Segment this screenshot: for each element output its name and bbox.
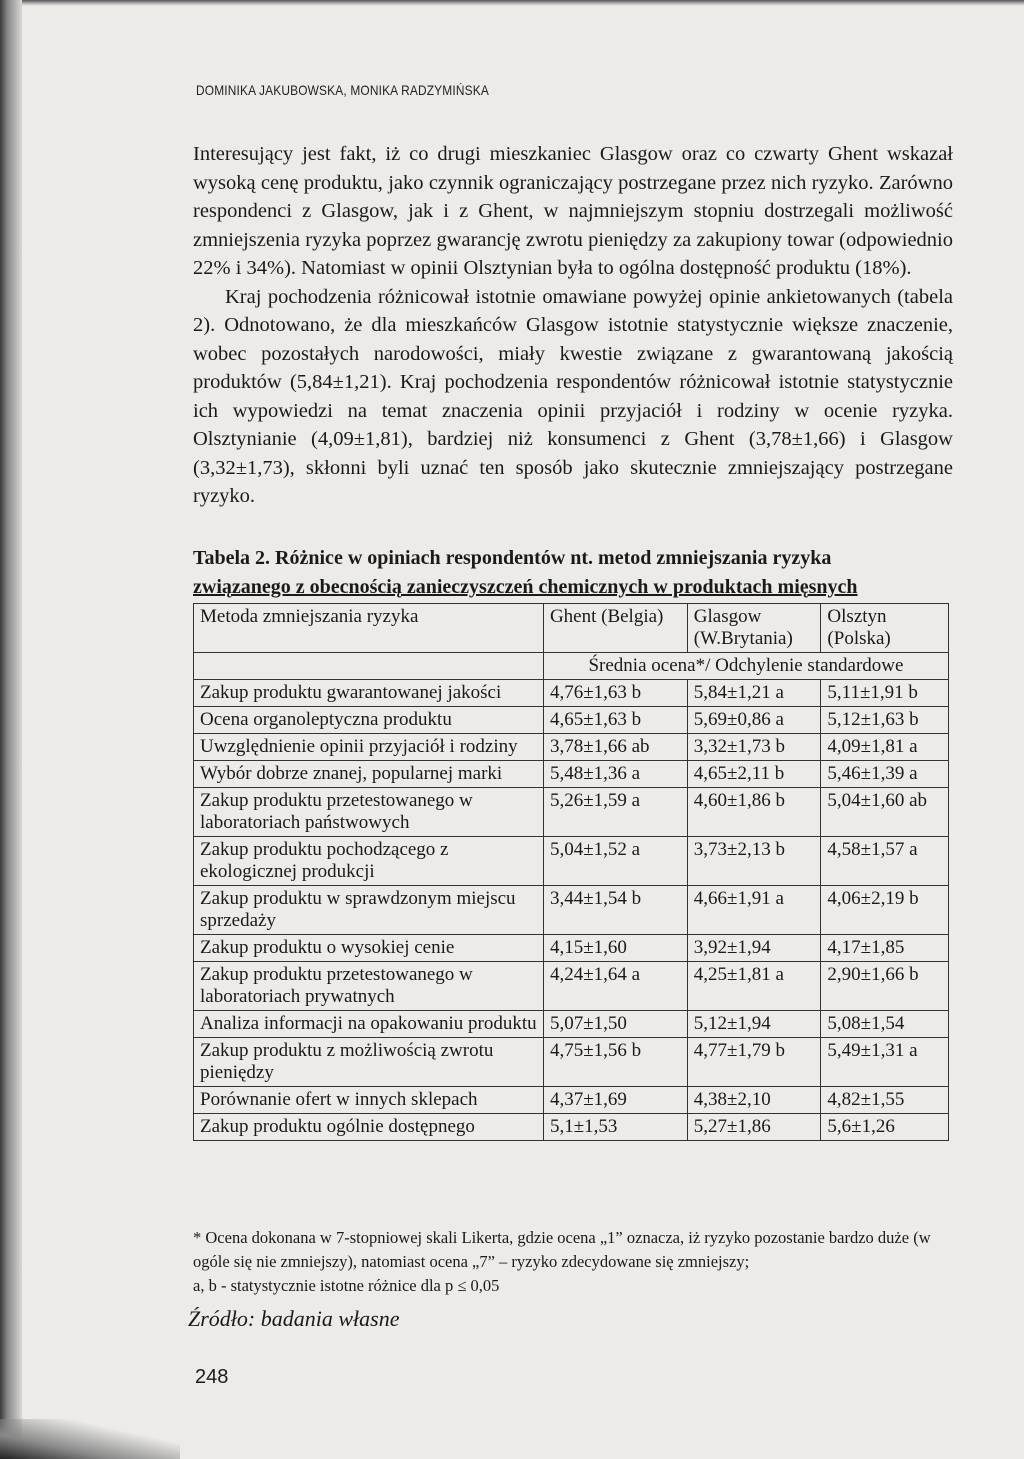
olsztyn-value: 4,82±1,55 bbox=[821, 1087, 949, 1114]
table-row bbox=[194, 935, 949, 962]
table-row bbox=[194, 1114, 949, 1141]
ghent-value: 5,04±1,52 a bbox=[543, 837, 687, 886]
table-row bbox=[194, 707, 949, 734]
method-cell: Zakup produktu w sprawdzonym miejscu sprzedaży bbox=[194, 886, 544, 935]
olsztyn-value: 5,6±1,26 bbox=[821, 1114, 949, 1141]
table-row bbox=[194, 837, 949, 886]
ghent-value: 4,15±1,60 bbox=[543, 935, 687, 962]
table-subheader-row bbox=[194, 653, 949, 680]
glasgow-value: 3,92±1,94 bbox=[687, 935, 821, 962]
footnote-text: * Ocena dokonana w 7-stopniowej skali Likerta, gdzie ocena „1” oznacza, iż ryzyko pozostanie bardzo duże (w ogóle się nie zmniejszy), natomiast ocena „7” – ryzyko zdecydowane się zmniejszy; bbox=[193, 1228, 931, 1271]
header-ghent: Ghent (Belgia) bbox=[543, 604, 687, 653]
glasgow-value: 4,38±2,10 bbox=[687, 1087, 821, 1114]
ghent-value: 4,76±1,63 b bbox=[543, 680, 687, 707]
olsztyn-value: 4,17±1,85 bbox=[821, 935, 949, 962]
olsztyn-value: 5,04±1,60 ab bbox=[821, 788, 949, 837]
table-row bbox=[194, 886, 949, 935]
body-text bbox=[193, 140, 953, 511]
ghent-value: 3,44±1,54 b bbox=[543, 886, 687, 935]
olsztyn-value: 5,49±1,31 a bbox=[821, 1038, 949, 1087]
olsztyn-value: 2,90±1,66 b bbox=[821, 962, 949, 1011]
olsztyn-value: 4,09±1,81 a bbox=[821, 734, 949, 761]
ghent-value: 4,75±1,56 b bbox=[543, 1038, 687, 1087]
page-number: 248 bbox=[195, 1366, 229, 1388]
glasgow-value: 5,84±1,21 a bbox=[687, 680, 821, 707]
glasgow-value: 3,73±2,13 b bbox=[687, 837, 821, 886]
ghent-value: 5,1±1,53 bbox=[543, 1114, 687, 1141]
ghent-value: 5,07±1,50 bbox=[543, 1011, 687, 1038]
method-cell: Zakup produktu przetestowanego w laboratoriach państwowych bbox=[194, 788, 544, 837]
table-row bbox=[194, 962, 949, 1011]
table-row bbox=[194, 761, 949, 788]
method-cell: Zakup produktu gwarantowanej jakości bbox=[194, 680, 544, 707]
table-header-row bbox=[194, 604, 949, 653]
results-table bbox=[193, 603, 949, 1141]
table-row bbox=[194, 1087, 949, 1114]
olsztyn-value: 4,58±1,57 a bbox=[821, 837, 949, 886]
method-cell: Uwzględnienie opinii przyjaciół i rodziny bbox=[194, 734, 544, 761]
method-cell: Zakup produktu z możliwością zwrotu pieniędzy bbox=[194, 1038, 544, 1087]
method-cell: Zakup produktu o wysokiej cenie bbox=[194, 935, 544, 962]
header-olsztyn: Olsztyn (Polska) bbox=[821, 604, 949, 653]
glasgow-value: 4,60±1,86 b bbox=[687, 788, 821, 837]
method-cell: Analiza informacji na opakowaniu produktu bbox=[194, 1011, 544, 1038]
table-row bbox=[194, 734, 949, 761]
method-cell: Wybór dobrze znanej, popularnej marki bbox=[194, 761, 544, 788]
paragraph: Interesujący jest fakt, iż co drugi mieszkaniec Glasgow oraz co czwarty Ghent wskazał wysoką cenę produktu, jako czynnik ograniczający postrzegane przez nich ryzyko. Zarówno respondenci z Glasgow, jak i z Ghent, w najmniejszym stopniu dostrzegali możliwość zmniejszenia ryzyka poprzez gwarancję zwrotu pieniędzy za zakupiony towar (odpowiednio 22% i 34%). Natomiast w opinii Olsztynian była to ogólna dostępność produktu (18%). bbox=[193, 143, 953, 279]
header-glasgow: Glasgow (W.Brytania) bbox=[687, 604, 821, 653]
glasgow-value: 5,12±1,94 bbox=[687, 1011, 821, 1038]
page-corner-shadow bbox=[0, 1419, 180, 1459]
method-cell: Zakup produktu ogólnie dostępnego bbox=[194, 1114, 544, 1141]
header-empty-cell bbox=[194, 653, 544, 680]
table-row bbox=[194, 680, 949, 707]
ghent-value: 5,26±1,59 a bbox=[543, 788, 687, 837]
page-edge-top bbox=[0, 0, 1024, 6]
glasgow-value: 3,32±1,73 b bbox=[687, 734, 821, 761]
method-cell: Zakup produktu przetestowanego w laboratoriach prywatnych bbox=[194, 962, 544, 1011]
olsztyn-value: 5,12±1,63 b bbox=[821, 707, 949, 734]
glasgow-value: 5,69±0,86 a bbox=[687, 707, 821, 734]
table-body bbox=[194, 680, 949, 1141]
source-note: Źródło: badania własne bbox=[188, 1306, 400, 1331]
ghent-value: 4,65±1,63 b bbox=[543, 707, 687, 734]
paragraph: Kraj pochodzenia różnicował istotnie omawiane powyżej opinie ankietowanych (tabela 2). Odnotowano, że dla mieszkańców Glasgow istotnie statystycznie większe znaczenie, wobec pozostałych narodowości, miały kwestie związane z gwarantowaną jakością produktów (5,84±1,21). Kraj pochodzenia respondentów różnicował istotnie statystycznie ich wypowiedzi na temat znaczenia opinii przyjaciół i rodziny w ocenie ryzyka. Olsztynianie (4,09±1,81), bardziej niż konsumenci z Ghent (3,78±1,66) i Glasgow (3,32±1,73), skłonni byli uznać ten sposób jako skutecznie zmniejszający postrzegane ryzyko. bbox=[193, 285, 953, 507]
table-caption-line: Tabela 2. Różnice w opiniach respondentów nt. metod zmniejszania ryzyka bbox=[193, 547, 832, 569]
olsztyn-value: 4,06±2,19 b bbox=[821, 886, 949, 935]
olsztyn-value: 5,46±1,39 a bbox=[821, 761, 949, 788]
glasgow-value: 5,27±1,86 bbox=[687, 1114, 821, 1141]
table-row bbox=[194, 1038, 949, 1087]
olsztyn-value: 5,11±1,91 b bbox=[821, 680, 949, 707]
ghent-value: 5,48±1,36 a bbox=[543, 761, 687, 788]
ghent-value: 3,78±1,66 ab bbox=[543, 734, 687, 761]
header-mean-sd: Średnia ocena*/ Odchylenie standardowe bbox=[543, 653, 948, 680]
table-row bbox=[194, 1011, 949, 1038]
method-cell: Porównanie ofert w innych sklepach bbox=[194, 1087, 544, 1114]
glasgow-value: 4,25±1,81 a bbox=[687, 962, 821, 1011]
ghent-value: 4,24±1,64 a bbox=[543, 962, 687, 1011]
table-caption bbox=[193, 544, 963, 602]
table-caption-line: związanego z obecnością zanieczyszczeń chemicznych w produktach mięsnych bbox=[193, 576, 858, 598]
ghent-value: 4,37±1,69 bbox=[543, 1087, 687, 1114]
table-row bbox=[194, 788, 949, 837]
page-binding-shadow bbox=[0, 0, 22, 1459]
glasgow-value: 4,77±1,79 b bbox=[687, 1038, 821, 1087]
method-cell: Ocena organoleptyczna produktu bbox=[194, 707, 544, 734]
header-method: Metoda zmniejszania ryzyka bbox=[194, 604, 544, 653]
glasgow-value: 4,65±2,11 b bbox=[687, 761, 821, 788]
glasgow-value: 4,66±1,91 a bbox=[687, 886, 821, 935]
olsztyn-value: 5,08±1,54 bbox=[821, 1011, 949, 1038]
footnote bbox=[193, 1226, 953, 1298]
footnote-significance: a, b - statystycznie istotne różnice dla p ≤ 0,05 bbox=[193, 1276, 500, 1295]
running-head: DOMINIKA JAKUBOWSKA, MONIKA RADZYMIŃSKA bbox=[196, 82, 489, 98]
method-cell: Zakup produktu pochodzącego z ekologicznej produkcji bbox=[194, 837, 544, 886]
